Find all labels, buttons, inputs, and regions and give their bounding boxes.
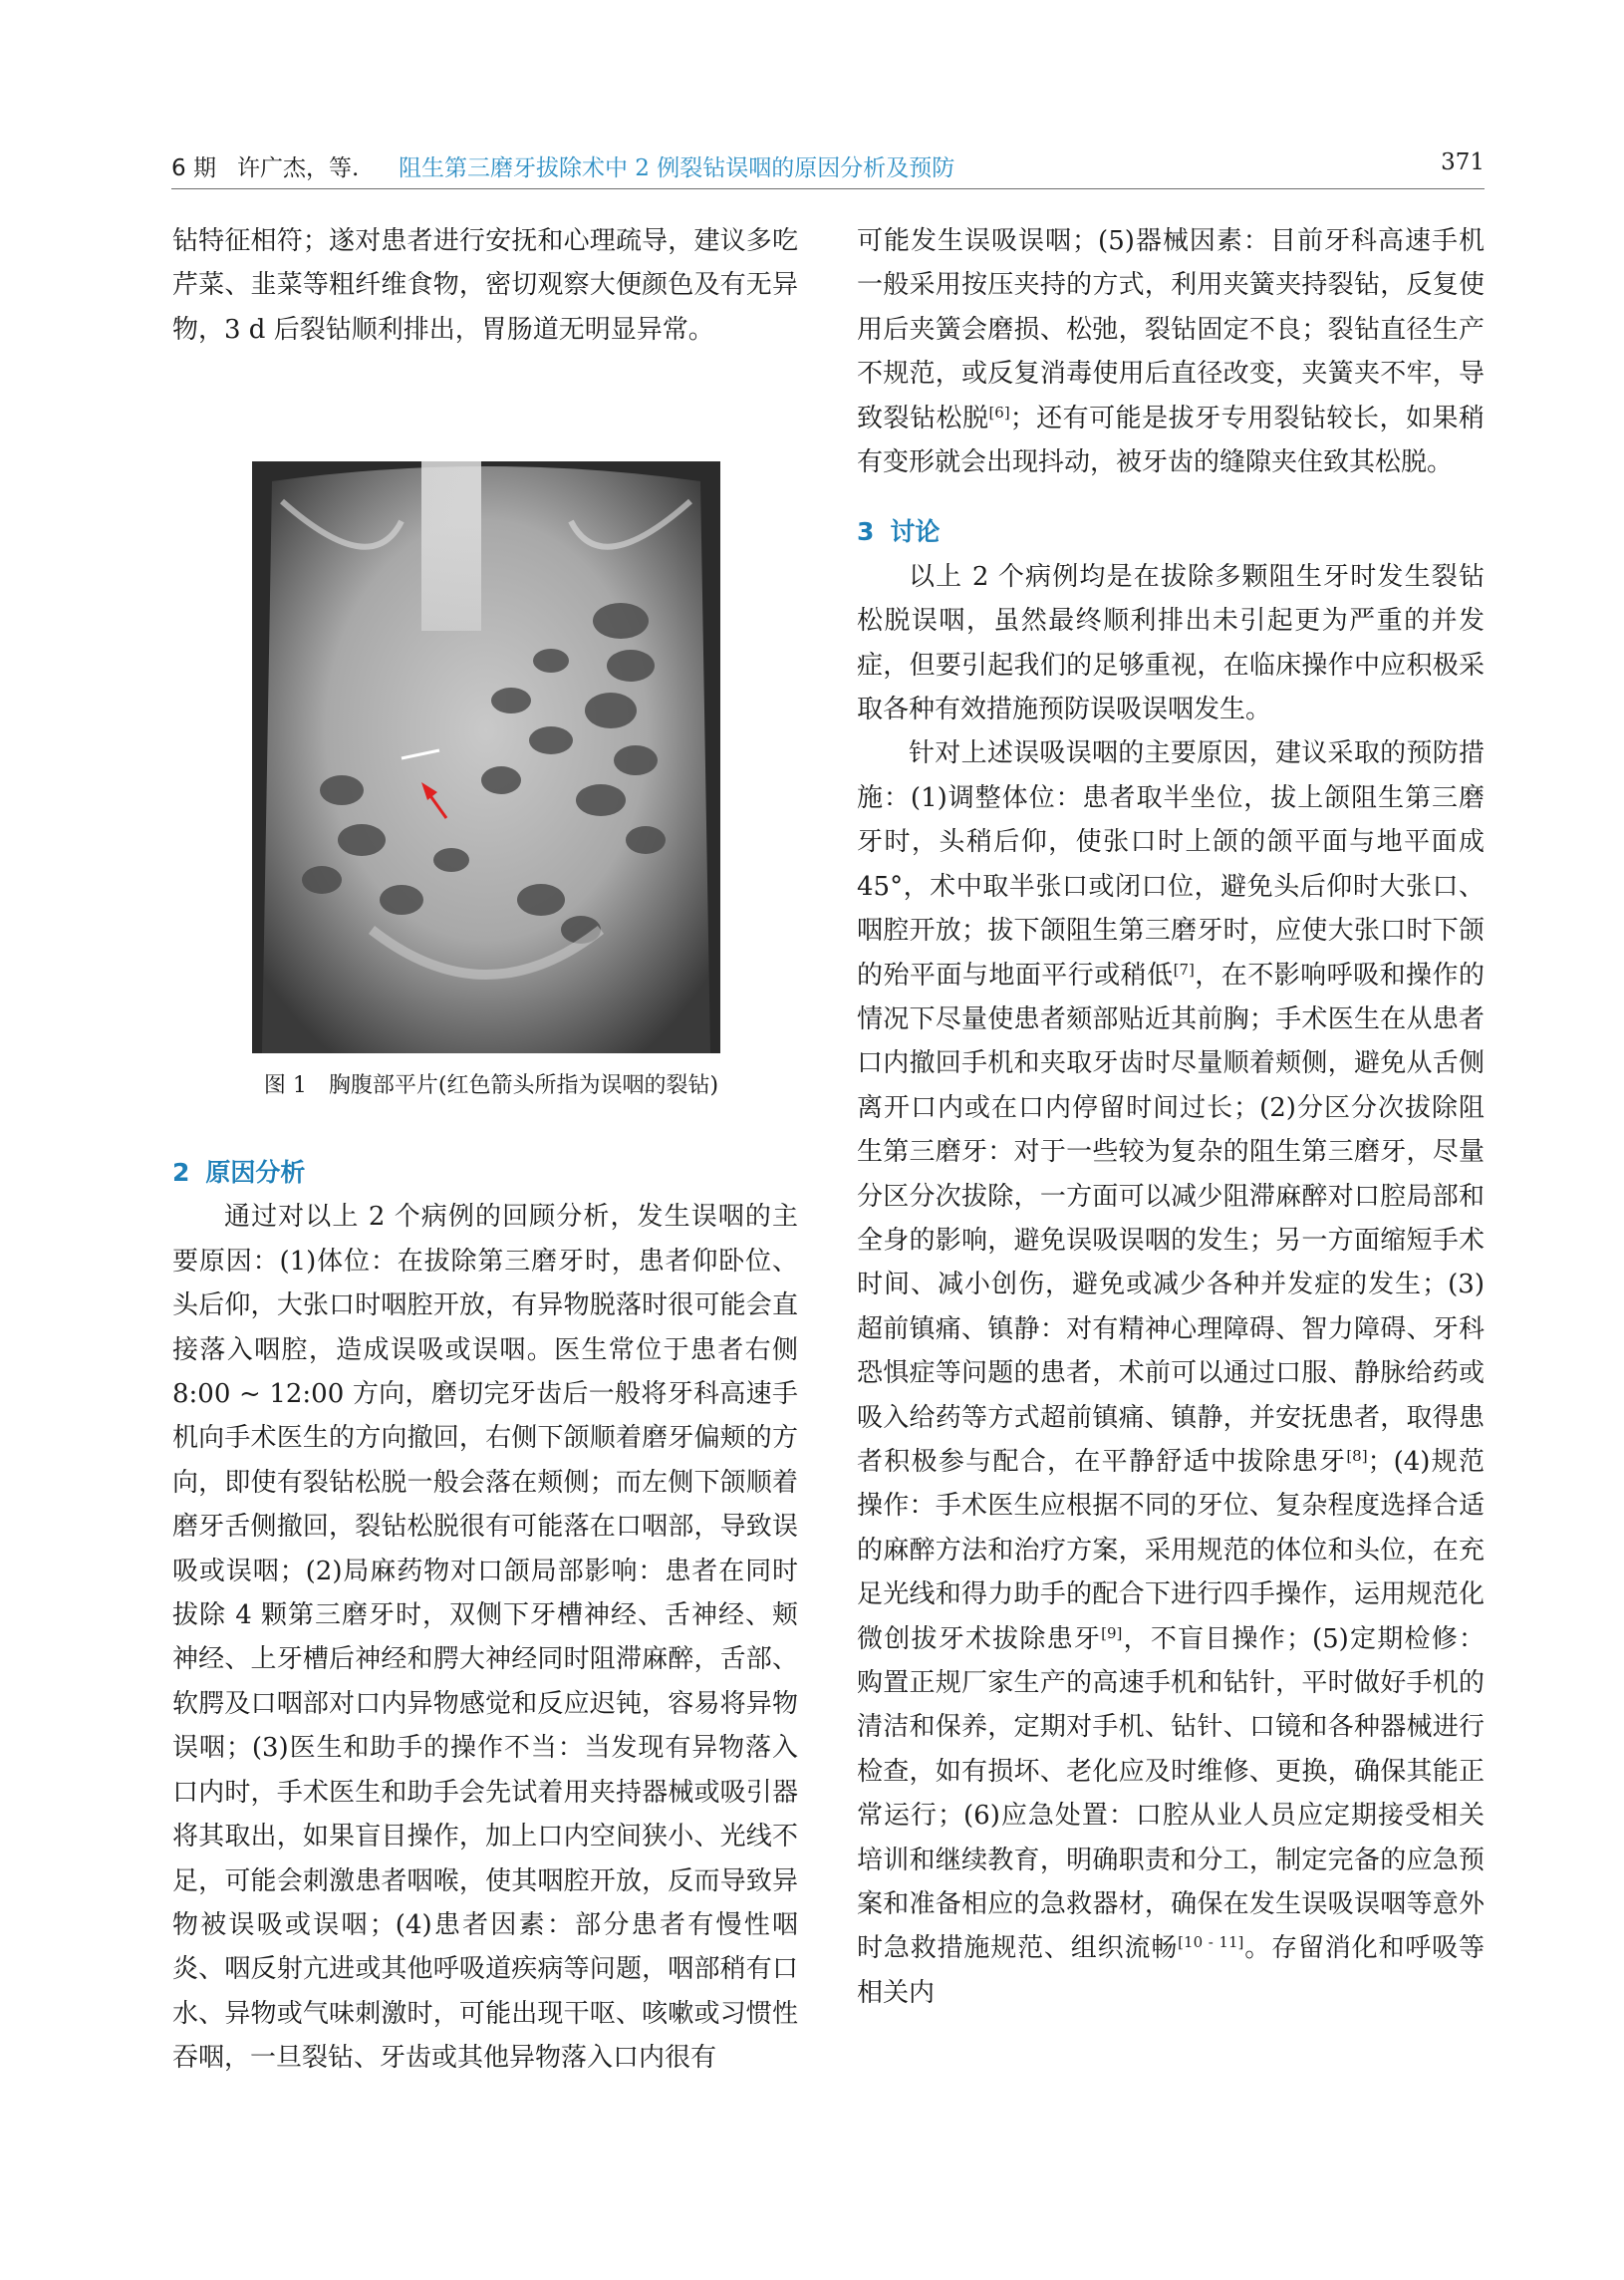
section-2-heading xyxy=(172,1151,798,1195)
issue-number: 6 期 xyxy=(171,155,216,181)
section-3-number: 3 xyxy=(857,517,875,547)
section-2-number: 2 xyxy=(172,1158,190,1187)
figure-caption: 图 1 胸腹部平片(红色箭头所指为误咽的裂钻) xyxy=(263,1073,719,1098)
section-3-title: 讨论 xyxy=(890,517,941,547)
section-2 xyxy=(172,1151,798,2081)
page-number: 371 xyxy=(1441,149,1485,175)
xray-image xyxy=(252,461,720,1053)
para2-part-d: ，不盲目操作；(5)定期检修：购置正规厂家生产的高速手机和钻针，平时做好手机的清洁和保养，定期对手机、钻针、口镜和各种器械进行检查，如有损坏、老化应及时维修、更换，确保其能正常运行；(6)应急处置：口腔从业人员应定期接受相关培训和继续教育，明确职责和分工，制定完备的应急预案和准备相应的急救器材，确保在发生误吸误咽等意外时急救措施规范、组织流畅 xyxy=(857,1623,1485,1964)
intro-paragraph: 钻特征相符；遂对患者进行安抚和心理疏导，建议多吃芹菜、韭菜等粗纤维食物，密切观察大便颜色及有无异物，3 d 后裂钻顺利排出，胃肠道无明显异常。 xyxy=(172,226,798,345)
para2-part-a: 针对上述误吸误咽的主要原因，建议采取的预防措施：(1)调整体位：患者取半坐位，拔上颌阻生第三磨牙时，头稍后仰，使张口时上颌的颌平面与地平面成 45°，术中取半张口或闭口位，避免头后仰时大张口、咽腔开放；拔下颌阻生第三磨牙时，应使大张口时下颌的殆平面与地面平行或稍低 xyxy=(857,738,1485,991)
right-column xyxy=(857,219,1485,2015)
header-authors: 许广杰，等. xyxy=(237,155,360,181)
reference-6: [6] xyxy=(988,403,1010,422)
reference-10-11: [10 - 11] xyxy=(1178,1933,1244,1952)
section-3-paragraph-2 xyxy=(857,731,1485,2015)
continuation-paragraph xyxy=(857,219,1485,484)
para2-part-c: ；(4)规范操作：手术医生应根据不同的牙位、复杂程度选择合适的麻醉方法和治疗方案，采用规范的体位和头位，在充足光线和得力助手的配合下进行四手操作，运用规范化微创拔牙术拔除患牙 xyxy=(857,1446,1485,1654)
para2-part-b: ，在不影响呼吸和操作的情况下尽量使患者颏部贴近其前胸；手术医生在从患者口内撤回手机和夹取牙齿时尽量顺着颊侧，避免从舌侧离开口内或在口内停留时间过长；(2)分区分次拔除阻生第三磨牙：对于一些较为复杂的阻生第三磨牙，尽量分区分次拔除，一方面可以减少阻滞麻醉对口腔局部和全身的影响，避免误吸误咽的发生；另一方面缩短手术时间、减小创伤，避免或减少各种并发症的发生；(3)超前镇痛、镇静：对有精神心理障碍、智力障碍、牙科恐惧症等问题的患者，术前可以通过口服、静脉给药或吸入给药等方式超前镇痛、镇静，并安抚患者，取得患者积极参与配合，在平静舒适中拔除患牙 xyxy=(857,960,1485,1477)
continuation-text: 可能发生误吸误咽；(5)器械因素：目前牙科高速手机一般采用按压夹持的方式，利用夹簧夹持裂钻，反复使用后夹簧会磨损、松弛，裂钻固定不良；裂钻直径生产不规范，或反复消毒使用后直径改变，夹簧夹不牢，导致裂钻松脱 xyxy=(857,226,1485,433)
reference-9: [9] xyxy=(1101,1623,1123,1642)
running-header xyxy=(171,147,1485,189)
section-3-heading xyxy=(857,510,1485,554)
continuation-text-2: ；还有可能是拔牙专用裂钻较长，如果稍有变形就会出现抖动，被牙齿的缝隙夹住致其松脱。 xyxy=(857,403,1485,478)
section-3-paragraph-1: 以上 2 个病例均是在拔除多颗阻生牙时发生裂钻松脱误咽，虽然最终顺利排出未引起更为严重的并发症，但要引起我们的足够重视，在临床操作中应积极采取各种有效措施预防误吸误咽发生。 xyxy=(857,561,1485,725)
left-column xyxy=(172,219,798,352)
section-2-paragraph: 通过对以上 2 个病例的回顾分析，发生误咽的主要原因：(1)体位：在拔除第三磨牙时，患者仰卧位、头后仰，大张口时咽腔开放，有异物脱落时很可能会直接落入咽腔，造成误吸或误咽。医生常位于患者右侧 8:00 ~ 12:00 方向，磨切完牙齿后一般将牙科高速手机向手术医生的方向撤回，右侧下颌顺着磨牙偏颊的方向，即使有裂钻松脱一般会落在颊侧；而左侧下颌顺着磨牙舌侧撤回，裂钻松脱很有可能落在口咽部，导致误吸或误咽；(2)局麻药物对口颌局部影响：患者在同时拔除 4 颗第三磨牙时，双侧下牙槽神经、舌神经、颊神经、上牙槽后神经和腭大神经同时阻滞麻醉，舌部、软腭及口咽部对口内异物感觉和反应迟钝，容易将异物误咽；(3)医生和助手的操作不当：当发现有异物落入口内时，手术医生和助手会先试着用夹持器械或吸引器将其取出，如果盲目操作，加上口内空间狭小、光线不足，可能会刺激患者咽喉，使其咽腔开放，反而导致异物被误吸或误咽；(4)患者因素：部分患者有慢性咽炎、咽反射亢进或其他呼吸道疾病等问题，咽部稍有口水、异物或气味刺激时，可能出现干呕、咳嗽或习惯性吞咽，一旦裂钻、牙齿或其他异物落入口内很有 xyxy=(172,1202,798,2074)
figure-1 xyxy=(252,461,720,1053)
para2-part-e: 。存留消化和呼吸等相关内 xyxy=(857,1933,1485,2008)
section-2-title: 原因分析 xyxy=(205,1158,306,1187)
header-article-title: 阻生第三磨牙拔除术中 2 例裂钻误咽的原因分析及预防 xyxy=(399,155,955,181)
reference-7: [7] xyxy=(1173,960,1195,979)
reference-8: [8] xyxy=(1346,1446,1368,1465)
